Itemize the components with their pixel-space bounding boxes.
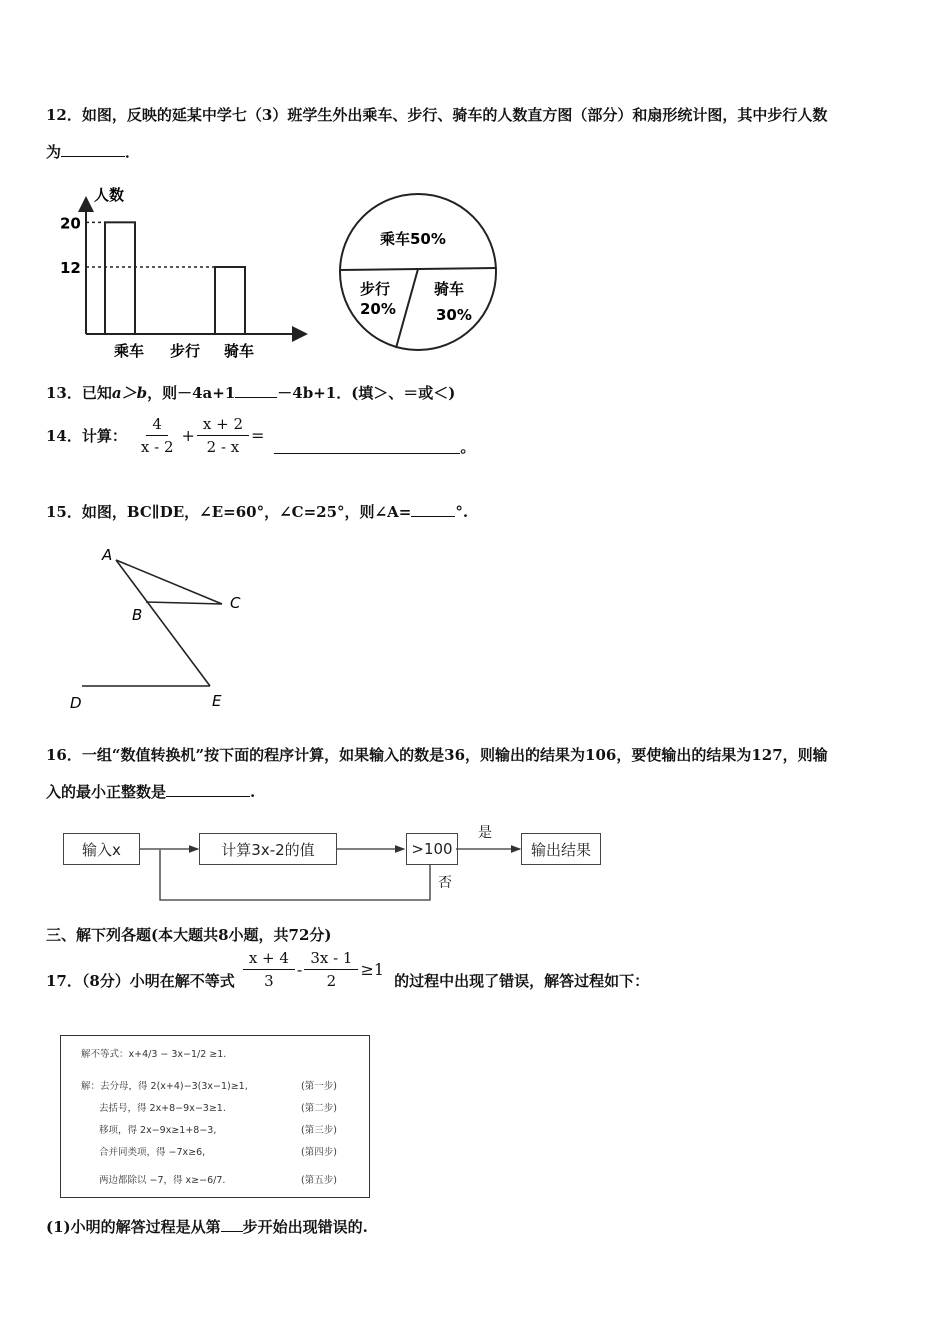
q17-frac2-den: 2 [326, 972, 337, 990]
q13-condition: a＞b [111, 384, 148, 402]
pie-label-步行: 20% [360, 300, 396, 318]
q15 [46, 501, 468, 522]
label-E: E [212, 692, 222, 710]
q14-frac1-num: 4 [146, 415, 168, 436]
q17-part1-suffix: 步开始出现错误的. [242, 1218, 368, 1236]
q14-frac2-num: x + 2 [197, 415, 249, 436]
q14-frac1-den: x - 2 [140, 438, 174, 456]
q17-frac1-num: x + 4 [243, 949, 295, 970]
label-C: C [230, 594, 241, 612]
flow-input-box: 输入x [63, 833, 140, 865]
q12-line2-prefix: 为 [46, 143, 62, 161]
solution-step-3-tag: (第三步) [301, 1125, 337, 1136]
q17-part1 [46, 1216, 368, 1237]
q15-answer-blank [411, 502, 455, 517]
q12-line1: 12．如图，反映的延某中学七（3）班学生外出乘车、步行、骑车的人数直方图（部分）和扇形统计图，其中步行人数 [46, 106, 828, 124]
q15-geometry-figure [60, 540, 260, 718]
label-D: D [70, 694, 82, 712]
bar-ytick-label: 20 [60, 214, 81, 233]
q12-pie-chart [336, 190, 506, 360]
pie-divider-slant [396, 269, 418, 348]
solution-step-1-tag: (第一步) [301, 1081, 337, 1092]
q16-line1: 16．一组“数值转换机”按下面的程序计算，如果输入的数是36，则输出的结果为106，要使输出的结果为127，则输 [46, 746, 828, 764]
flow-check-box: >100 [406, 833, 458, 865]
q14 [46, 414, 475, 457]
q17-part1-blank [221, 1217, 243, 1232]
q14-fraction-2 [197, 415, 249, 456]
bar-骑车 [215, 267, 245, 334]
q14-equals: = [251, 426, 265, 445]
q17-frac1-den: 3 [264, 972, 274, 990]
flow-yes-label: 是 [478, 825, 492, 841]
q16-line2-prefix: 入的最小正整数是 [46, 783, 167, 801]
label-B: B [132, 606, 143, 624]
q15-suffix: °. [455, 503, 469, 521]
solution-step-2-tag: (第二步) [301, 1103, 337, 1114]
bar-category-label: 步行 [170, 342, 201, 360]
bar-category-label: 乘车 [114, 342, 145, 360]
pie-label-乘车: 乘车50% [380, 230, 446, 248]
q17 [46, 948, 649, 991]
bar-ylabel: 人数 [94, 186, 125, 204]
solution-title: 解不等式：x+4/3 − 3x−1/2 ≥1. [81, 1049, 227, 1060]
pie-label-步行: 步行 [360, 280, 391, 298]
q15-prefix: 15．如图，BC∥DE，∠E=60°，∠C=25°，则∠A= [46, 503, 412, 521]
q13-answer-blank [235, 383, 277, 398]
q12-bar-chart [46, 178, 316, 368]
bar-category-label: 骑车 [224, 342, 255, 360]
q16-answer-blank [166, 782, 250, 797]
q13-suffix: －4b+1．(填＞、＝或＜) [277, 384, 456, 402]
segment-BC [146, 602, 222, 604]
q13 [46, 382, 455, 403]
q17-fraction-2 [304, 949, 358, 990]
q17-solution-image [60, 1035, 370, 1198]
solution-step-4-tag: (第四步) [301, 1147, 337, 1158]
bar-乘车 [105, 222, 135, 334]
solution-step-5: 两边都除以 −7，得 x≥−6/7. [99, 1175, 226, 1186]
q16-line2 [46, 781, 255, 802]
solution-step-4: 合并同类项，得 −7x≥6, [99, 1147, 206, 1158]
q14-frac2-den: 2 - x [206, 438, 240, 456]
pie-label-骑车: 30% [436, 306, 472, 324]
bar-ytick-label: 12 [60, 259, 81, 277]
q17-minus: - [296, 960, 303, 979]
q13-mid: ，则－4a+1 [147, 384, 236, 402]
flow-compute-box: 计算3x-2的值 [199, 833, 337, 865]
q14-suffix: 。 [460, 438, 476, 456]
q17-relation: ≥1 [360, 960, 385, 979]
q17-suffix: 的过程中出现了错误，解答过程如下： [394, 972, 650, 990]
flow-output-box: 输出结果 [521, 833, 601, 865]
q12-answer-blank [61, 142, 125, 157]
q14-fraction-1 [135, 415, 180, 456]
q17-part1-prefix: (1)小明的解答过程是从第 [46, 1218, 221, 1236]
pie-label-骑车: 骑车 [434, 280, 465, 298]
label-A: A [102, 546, 113, 564]
solution-step-5-tag: (第五步) [301, 1175, 337, 1186]
q17-frac2-num: 3x - 1 [304, 949, 358, 970]
q14-answer-blank [274, 439, 460, 454]
q17-fraction-1 [243, 949, 295, 990]
q17-prefix: 17．（8分）小明在解不等式 [46, 972, 235, 990]
solution-step-2: 去括号，得 2x+8−9x−3≥1. [99, 1103, 226, 1114]
solution-step-1: 解：去分母，得 2(x+4)−3(3x−1)≥1, [81, 1081, 248, 1092]
solution-step-3: 移项，得 2x−9x≥1+8−3, [99, 1125, 217, 1136]
q14-prefix: 14．计算： [46, 427, 127, 445]
q16-line2-suffix: . [250, 783, 256, 801]
q12-line2-suffix: ． [125, 143, 141, 161]
q12-line2 [46, 141, 140, 162]
q14-plus: + [181, 426, 195, 445]
q13-prefix: 13．已知 [46, 384, 112, 402]
section-3-heading: 三、解下列各题(本大题共8小题，共72分) [46, 926, 332, 944]
flow-no-label: 否 [438, 875, 452, 891]
